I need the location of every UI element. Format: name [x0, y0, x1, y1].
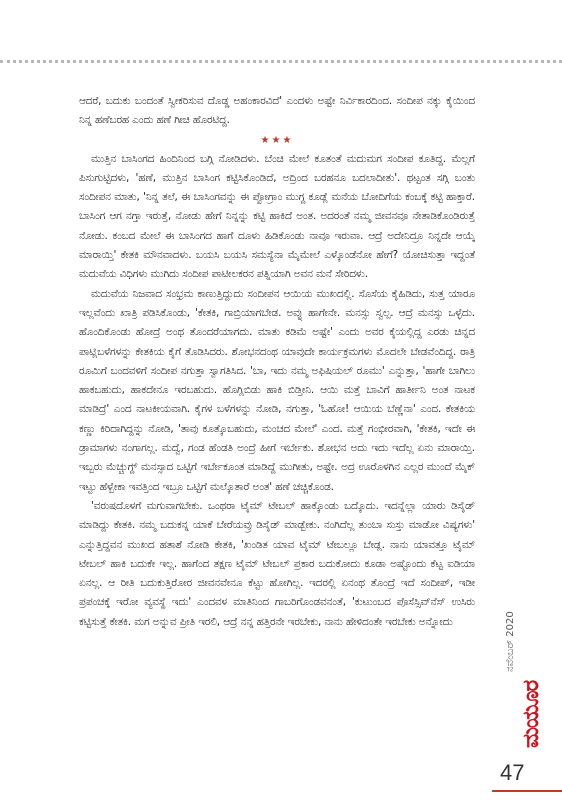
- top-dotted-border: [0, 60, 562, 63]
- issue-date: ನವೆಂಬರ್ 2020: [505, 611, 516, 672]
- paragraph-3: 'ವರುಷದೊಳಗೆ ಮಗುವಾಗಬೇಕು. ಒಂಥರಾ ಟೈಮ್ ಟೇಬಲ್ ಹಾಕ್ಕೊಂಡು ಬದ್ಕೊದು. ಇದನ್ನೆಲ್ಲಾ ಯಾರು ಡಿಸೈಡ್ ಮಾಡಿದ್ದು ಕೇತಕಿ. ನಮ್ಮ ಬದುಕನ್ನ ಯಾಕೆ ಬೇರೆಯವ್ರು ಡಿಸೈಡ್ ಮಾಡ್ಬೇಕು. ನಂಗಿದೆಲ್ಲ ತುಂಬಾ ಸುಸ್ತು ಮಾಡೋ ವಿಷ್ಯಗಳು' ಎನ್ನುತ್ತಿದ್ದವನ ಮುಖದ ಹತಾಶೆ ನೋಡಿ ಕೇತಕಿ, 'ಖಂಡಿತ ಯಾವ ಟೈಮ್ ಟೇಬಲ್ಲೂ ಬೇಡ್ಲ. ನಾನು ಯಾವತ್ತೂ ಟೈಮ್ ಟೇಬಲ್ ಹಾಕಿ ಬದುಕೇ ಇಲ್ಲ. ಹಾಗೆಂದ ತಕ್ಷಣ ಟೈಮ್ ಟೇಬಲ್ ಪ್ರಕಾರ ಬದುಕೋದು ಕೂಡಾ ಅಷ್ಟೊಂದು ಕೆಟ್ಟ ಐಡಿಯಾ ಏನಲ್ಲ. ಆ ರೀತಿ ಬದುಕುತ್ತಿರೋರ ಜೀವನವೇನೂ ಕೆಟ್ಟು ಹೋಗಿಲ್ಲ. ಇದರಲ್ಲಿ ಏನಂಥ ತೊಂದ್ರೆ ಇದೆ ಸಂದೀಪ್, ಇಡೀ ಪ್ರಪಂಚಕ್ಕೆ ಇರೋ ವ್ಯವಸ್ಥೆ ಇದು' ಎಂದವಳ ಮಾತಿನಿಂದ ಗಾಬರಿಗೊಂಡವನಂತೆ, 'ಕುಟುಂಬದ ಪೊಸೆಸ್ಸಿವ್‌ನೆಸ್ ಉಸಿರು ಕಟ್ಟಿಸುತ್ತೆ ಕೇತಕಿ. ಮಗ ಅನ್ನುವ ಪ್ರೀತಿ ಇರಲಿ, ಆದ್ರೆ ನನ್ನ ಹತ್ತಿರನೇ ಇರಬೇಕು, ನಾನು ಹೇಳಿದಂತೇ ಇರಬೇಕು ಅನ್ನೋದು: [79, 499, 475, 628]
- section-separator: ★★★: [260, 134, 294, 146]
- page-number-rule: [492, 790, 562, 792]
- magazine-logo: ಮಯೂರ: [519, 680, 544, 748]
- paragraph-1: ಮುತ್ತಿನ ಬಾಸಿಂಗದ ಹಿಂದಿನಿಂದ ಬಗ್ಗಿ ನೋಡಿದಳು. ಬೆಂಚಿ ಮೇಲೆ ಕೂತಂತೆ ಮದುಮಗ ಸಂದೀಪ ಕೂತಿದ್ದ. ಮೆಲ್ಲಗೆ ಪಿಸುಗುಟ್ಟಿದಳು, 'ಹಣೆ, ಮುತ್ತಿನ ಬಾಸಿಂಗ ಕಟ್ಟಿಸಿಕೊಂಡಿದೆ, ಅದ್ರಿಂದ ಬರಹನೂ ಬದಲಾದೀತು'. ಥಟ್ಟಂತ ಸಗ್ಗಿ ಬಂತು ಸಂದೀಪನ ಮಾತು, 'ನಿನ್ನ ತಲೆ, ಈ ಬಾಸಿಂಗವನ್ನು ಈ ಪ್ಪೋಗ್ರಾಂ ಮುಗ್ದ ಕೂಡ್ಲೆ ಮನೆಯ ಬೋದಿಗೆಯ ಕಂಬಕ್ಕೆ ಕಟ್ಟಿ ಹಾಕ್ತಾರೆ. ಬಾಸಿಂಗ ಆಗ ನಗ್ತಾ ಇರುತ್ತೆ, ನೋಡು ಹೇಗೆ ನಿನ್ನನ್ನು ಕಟ್ಟಿ ಹಾಕಿದೆ ಅಂತ. ಅದರಂತೆ ನಮ್ಮ ಜೀವನವೂ ನೇತಾಡಿಕೊಂಡಿರುತ್ತೆ ನೋಡು. ಕಂಬದ ಮೇಲೆ ಈ ಬಾಸಿಂಗದ ಹಾಗೆ ದೂಳು ಹಿಡಿಕೊಂಡು ನಾವೂ ಇರುವಾ. ಆದ್ರೆ ಅದೇನಿದ್ರೂ ನಿನ್ನದೇ ಆಯ್ಕೆ ಮಾರಾಯ್ತಿ' ಕೇತಕಿ ಮೌನವಾದಳು. ಬಯಸಿ ಬಯಸಿ ಸಮಸ್ಯೆನಾ ಮೈಮೇಲೆ ಎಳ್ಕೊಂಡೆನೋ ಹೇಗೆ? ಯೋಚಿಸುತ್ತಾ ಇದ್ದಂತೆ ಮದುವೆಯ ವಿಧಿಗಳು ಮುಗಿದು ಸಂದೀಪ ಪಾಟೀಲಕರನ ಪತ್ನಿಯಾಗಿ ಅವನ ಮನೆ ಸೇರಿದಳು.: [79, 152, 475, 281]
- magazine-side-strip: [503, 572, 547, 752]
- intro-paragraph: ಆದರೆ, ಬದುಕು ಬಂದಂತೆ ಸ್ವೀಕರಿಸುವ ದೊಡ್ಡ ಅಹಂಕಾರವಿದೆ' ಎಂದಳು ಅಷ್ಟೇ ನಿರ್ವಿಕಾರದಿಂದ. ಸಂದೀಪ ನಕ್ಕು ಕೈಯಿಂದ ನಿನ್ನ ಹಣೆಬರಹ ಎಂದು ಹಣೆ ಗೀಚಿ ಹೊರಟಿದ್ದ.: [79, 95, 475, 127]
- paragraph-2: ಮದುವೆಯ ನಿಜವಾದ ಸಂಭ್ರಮ ಕಾಣುತ್ತಿದ್ದುದು ಸಂದೀಪನ ಆಯಿಯ ಮುಖದಲ್ಲಿ. ಸೊಸೆಯ ಕೈಹಿಡಿದು, ಸುತ್ತ ಯಾರೂ ಇಲ್ಲವೆಂದು ಖಾತ್ರಿ ಪಡಿಸಿಕೊಂಡು, 'ಕೇತಕಿ, ಗಾಬ್ರಿಯಾಗಬೇಡ. ಅವ್ನು ಹಾಗೇನೇ. ಮನಸ್ಸು ಸ್ವಲ್ಪ. ಆದ್ರೆ ಮನಸ್ಸು ಒಳ್ಳೆದು. ಹೊಂದಿಕೊಂಡು ಹೋದ್ರೆ ಅಂಥ ತೊಂದರೆಯಾಗದು. ಮಾತು ಕಡಿಮೆ ಅಷ್ಟೇ' ಎಂದು ಅವರ ಕೈಯಲ್ಲಿದ್ದ ಎರಡು ಚಿನ್ನದ ಪಾಟ್ಲಿಬಳೆಗಳನ್ನು ಕೇತಕಿಯ ಕೈಗೆ ತೊಡಿಸಿದರು. ಶೋಭನದಂಥ ಯಾವುದೇ ಕಾರ್ಯಕ್ರಮಗಳು ಮೊದಲೇ ಬೇಡವೆಂದಿದ್ದ. ರಾತ್ರಿ ರೂಮಿಗೆ ಬಂದವಳಿಗೆ ಸಂದೀಪ ನಗುತ್ತಾ ಸ್ವಾಗತಿಸಿದ. 'ಬಾ, ಇದು ನಮ್ಮ ಅಫಿಷಿಯಲ್ ರೂಮು' ಎನ್ನುತ್ತಾ, 'ಹಾಗೇ ಬಾಗಿಲು ಹಾಕಬಹುದು, ಹಾಕದೇನೂ ಇರಬಹುದು. ಹೊಗ್ಲಿಬಿಡು ಹಾಕಿ ಬಿಡ್ತೀನಿ. ಆಯಿ ಮತ್ತೆ ಬಾವಿಗೆ ಹಾರ್ತೀನಿ ಅಂತ ನಾಟಕ ಮಾಡಿದ್ರೆ' ಎಂದ ನಾಟಕೀಯವಾಗಿ. ಕೈಗಳ ಬಳೆಗಳನ್ನು ನೋಡಿ, ನಗುತ್ತಾ, 'ಓಹೋ! ಆಯಿಯ ಬೆಣ್ಣೆನಾ' ಎಂದ. ಕೇತಕಿಯ ಕಣ್ಣು ಕಿರಿದಾಗಿದ್ದನ್ನು ನೋಡಿ, 'ತಾವು ಕೂತ್ಕೊಬಹುದು, ಮಂಚದ ಮೇಲೆ' ಎಂದ. ಮತ್ತೆ ಗಂಭೀರವಾಗಿ, 'ಕೇತಕಿ, ಇದೇ ಈ ಡ್ರಾಮಾಗಳು ನಂಗಾಗಲ್ಲ. ಮದ್ವೆ, ಗಂಡ ಹೆಂಡತಿ ಅಂದ್ರೆ ಹೀಗೆ ಇರ್ಬೇಕು. ಶೋಭನ ಅದು ಇದು ಇದೆಲ್ಲ ಏನು ಮಾರಾಯ್ತಿ. ಇಬ್ಬರು ಮೆಚ್ಚುಗ್ದ್ ಮನಸ್ಸಾದ ಒಟ್ಟಿಗೆ ಇರ್ಬೇಕೂಂತ ಮಾಡಿದ್ದೆ ಮುಗೀತು, ಅಷ್ಟೇ. ಅದ್ರ ಊರೊಳಗಿನ ಎಲ್ಲರ ಮುಂದೆ ಮೈಕ್ ಇಟ್ಟು ಹೆಳ್ಬೇಕಾ ಇವತ್ತಿಂದ ಇಬ್ರೂ ಒಟ್ಟಿಗೆ ಮಲ್ಕೊತಾರೆ ಅಂತ' ಹಣೆ ಚಚ್ಚಿಕೊಂಡ.: [79, 287, 475, 493]
- article-body: [79, 92, 475, 632]
- page-number: 47: [500, 760, 525, 785]
